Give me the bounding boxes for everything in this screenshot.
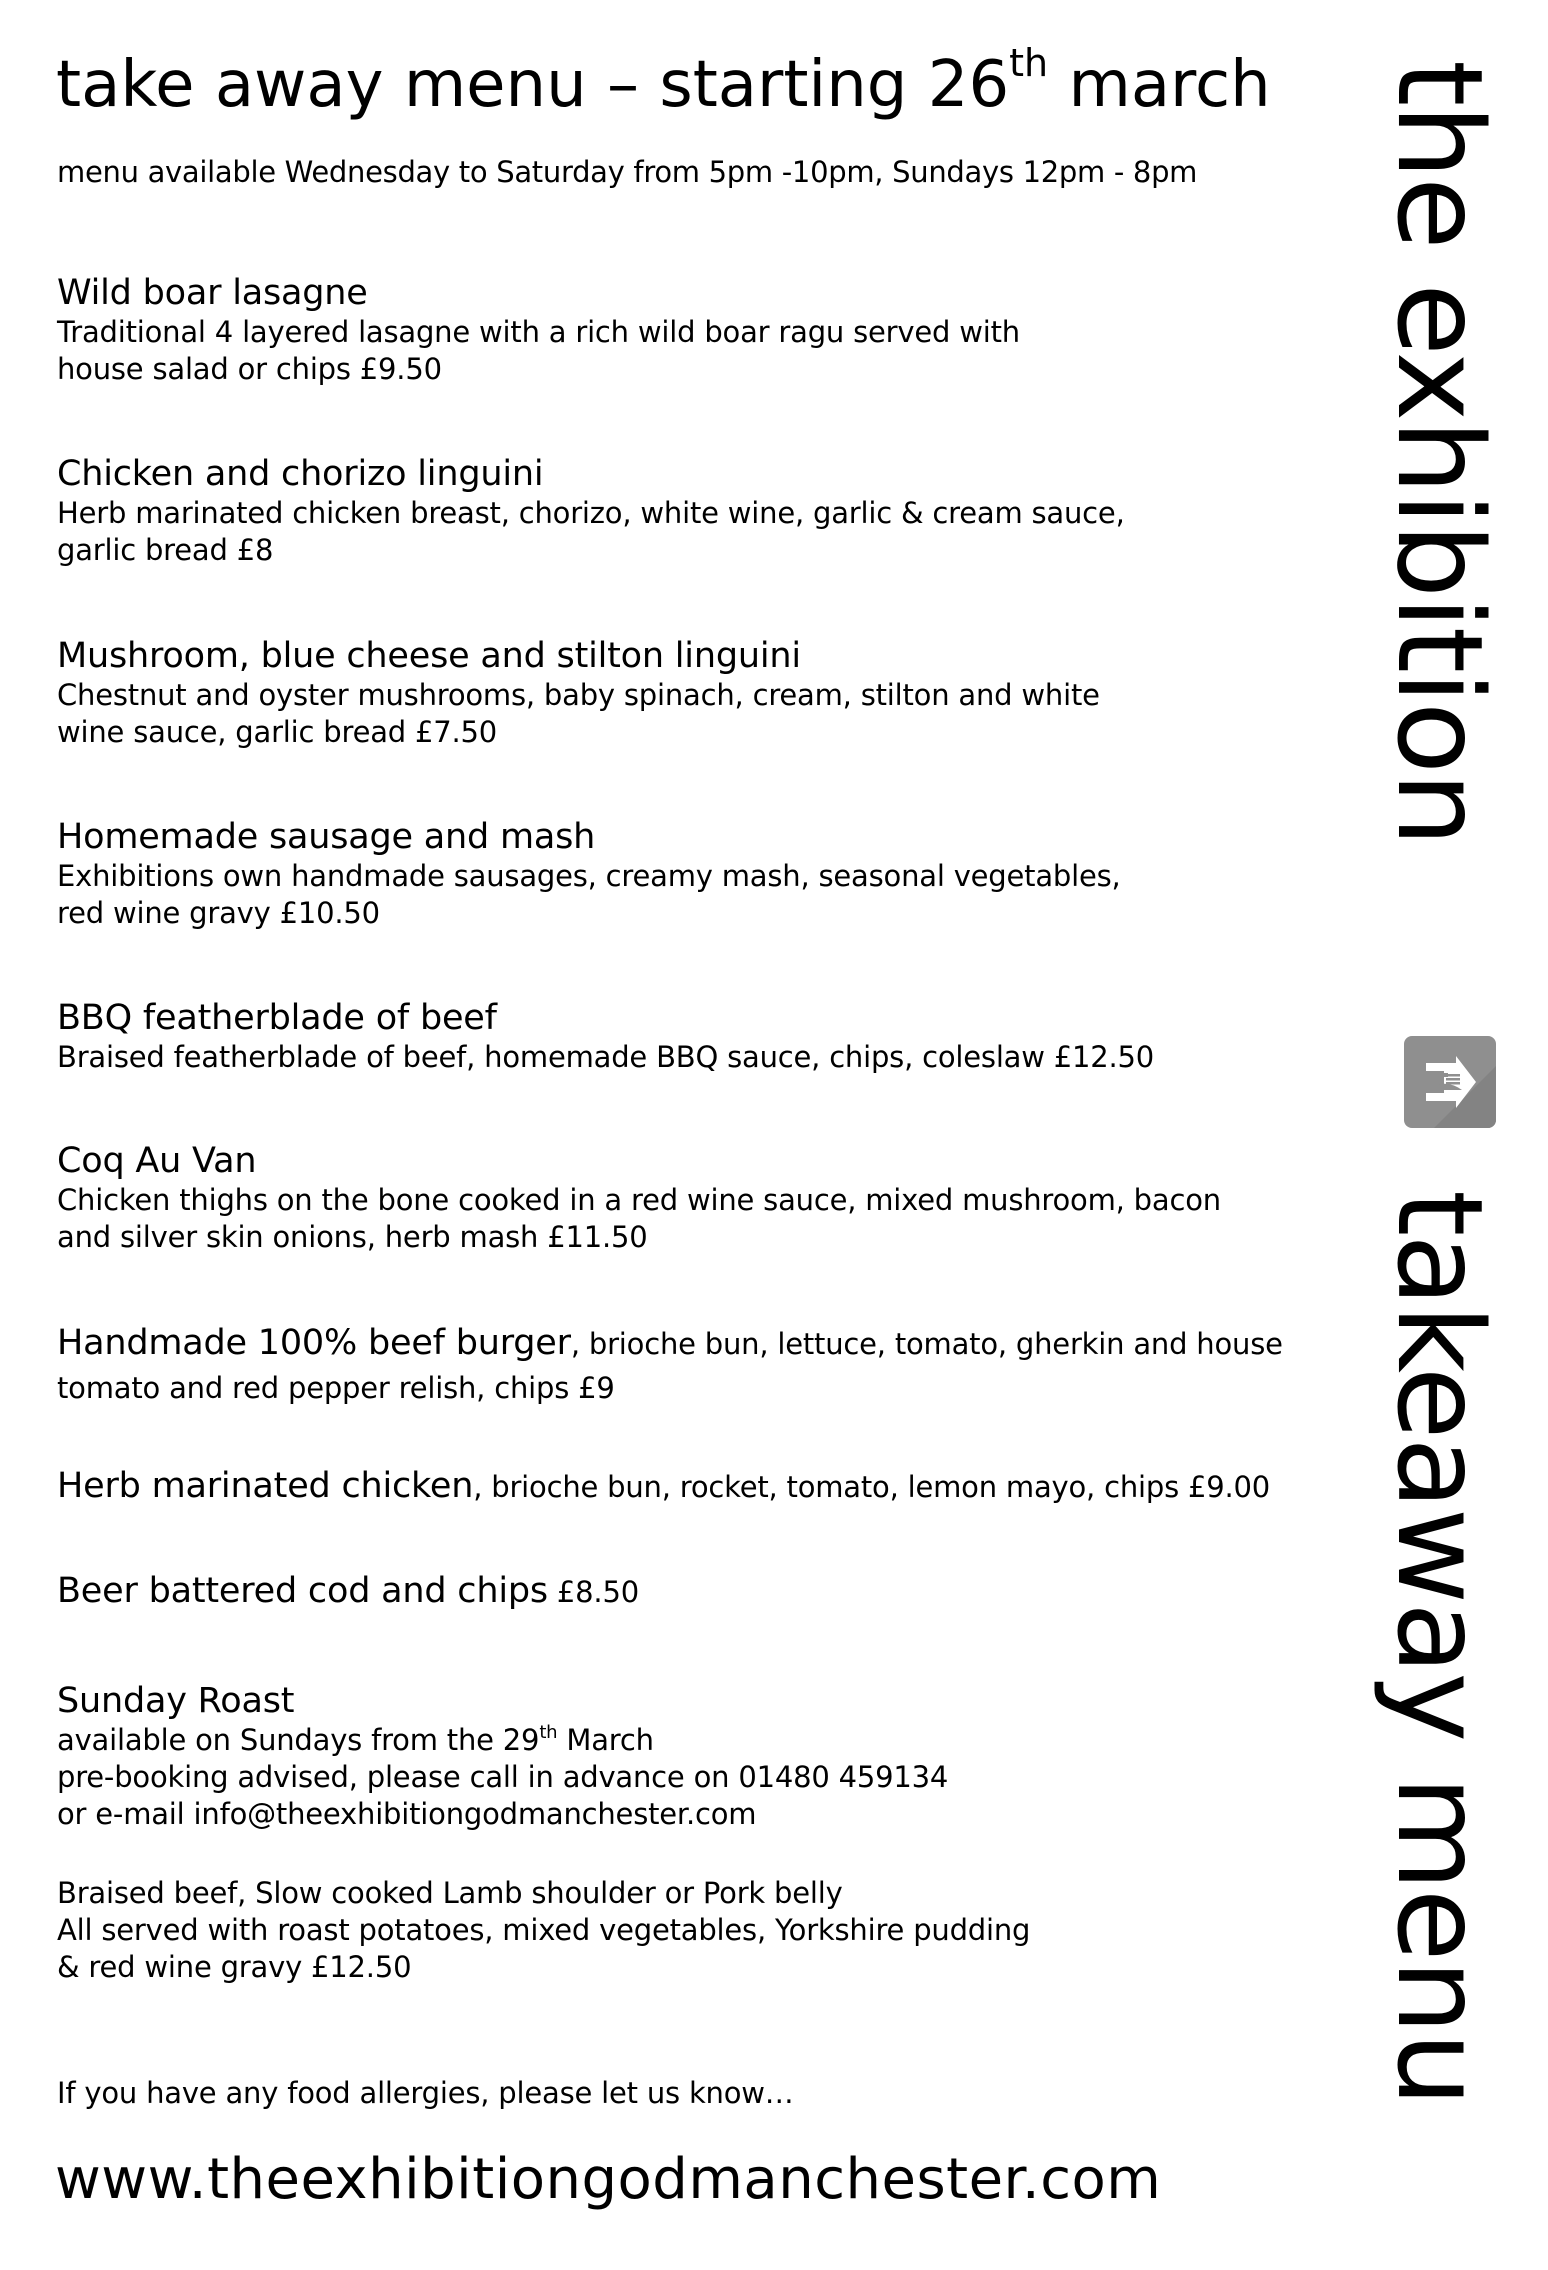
menu-item-description-line: house salad or chips £9.50 bbox=[57, 352, 442, 386]
menu-item-description-line: Exhibitions own handmade sausages, creamy mash, seasonal vegetables, bbox=[57, 859, 1121, 893]
menu-item-coq-au-van bbox=[57, 1140, 1221, 1256]
sunday-roast-meats: Braised beef, Slow cooked Lamb shoulder or Pork belly bbox=[57, 1876, 843, 1910]
menu-item-herb-chicken-burger bbox=[57, 1465, 1270, 1513]
menu-item-name: Coq Au Van bbox=[57, 1141, 257, 1181]
menu-item-sausage-and-mash bbox=[57, 816, 1121, 932]
menu-item-description-line: Chestnut and oyster mushrooms, baby spinach, cream, stilton and white bbox=[57, 678, 1100, 712]
menu-item-description-line: Traditional 4 layered lasagne with a rich wild boar ragu served with bbox=[57, 315, 1020, 349]
menu-item-description-line: and silver skin onions, herb mash £11.50 bbox=[57, 1220, 648, 1254]
sunday-roast-section bbox=[57, 1680, 948, 1833]
availability-month: March bbox=[557, 1723, 654, 1757]
menu-item-description-line: wine sauce, garlic bread £7.50 bbox=[57, 715, 498, 749]
menu-item-bbq-featherblade bbox=[57, 997, 1154, 1076]
menu-item-description-line: Chicken thighs on the bone cooked in a red wine sauce, mixed mushroom, bacon bbox=[57, 1183, 1221, 1217]
menu-item-description-line: Herb marinated chicken breast, chorizo, white wine, garlic & cream sauce, bbox=[57, 496, 1125, 530]
menu-item-name: Wild boar lasagne bbox=[57, 273, 368, 313]
menu-item-name: Handmade 100% beef burger bbox=[57, 1323, 571, 1363]
sunday-roast-sides: All served with roast potatoes, mixed vegetables, Yorkshire pudding bbox=[57, 1913, 1031, 1947]
menu-item-description-line: Braised featherblade of beef, homemade BBQ sauce, chips, coleslaw £12.50 bbox=[57, 1040, 1155, 1074]
menu-item-name: Beer battered cod and chips bbox=[57, 1571, 548, 1611]
sunday-roast-gravy-price: & red wine gravy £12.50 bbox=[57, 1950, 412, 1984]
sunday-roast-email: or e-mail info@theexhibitiongodmanchester.com bbox=[57, 1797, 757, 1831]
sunday-roast-options bbox=[57, 1875, 1030, 1986]
sunday-roast-title: Sunday Roast bbox=[57, 1681, 295, 1721]
menu-item-first-line bbox=[57, 1322, 1283, 1370]
allergy-notice: If you have any food allergies, please let us know… bbox=[57, 2076, 794, 2110]
side-banner-menu-label: takeaway menu bbox=[1371, 1190, 1509, 2105]
menu-item-description-inline: , brioche bun, lettuce, tomato, gherkin and house bbox=[570, 1327, 1283, 1361]
menu-item-wild-boar-lasagne bbox=[57, 272, 1020, 388]
menu-item-description-line: red wine gravy £10.50 bbox=[57, 896, 380, 930]
menu-item-first-line bbox=[57, 1465, 1270, 1513]
takeaway-fork-arrow-icon bbox=[1404, 1036, 1496, 1128]
availability-ordinal: th bbox=[539, 1722, 558, 1743]
menu-item-description-inline: , brioche bun, rocket, tomato, lemon mayo, chips £9.00 bbox=[473, 1470, 1271, 1504]
menu-item-name: Chicken and chorizo linguini bbox=[57, 454, 544, 494]
menu-item-description-line: garlic bread £8 bbox=[57, 533, 274, 567]
page-title bbox=[56, 40, 1271, 130]
menu-item-mushroom-linguini bbox=[57, 635, 1100, 751]
menu-item-cod-and-chips bbox=[57, 1570, 639, 1618]
title-end: march bbox=[1048, 48, 1271, 122]
title-main: take away menu – starting 26 bbox=[56, 48, 1010, 122]
menu-item-first-line bbox=[57, 1570, 639, 1618]
menu-item-name: Herb marinated chicken bbox=[57, 1466, 474, 1506]
sunday-roast-availability bbox=[57, 1722, 948, 1759]
menu-item-name: Mushroom, blue cheese and stilton linguini bbox=[57, 636, 801, 676]
side-banner-venue-name: the exhibition bbox=[1371, 60, 1509, 845]
menu-item-chicken-chorizo-linguini bbox=[57, 453, 1125, 569]
title-ordinal: th bbox=[1009, 41, 1049, 85]
menu-item-beef-burger bbox=[57, 1322, 1283, 1407]
menu-item-description-line: tomato and red pepper relish, chips £9 bbox=[57, 1371, 615, 1405]
menu-item-price: £8.50 bbox=[547, 1575, 639, 1609]
website-link[interactable]: www.theexhibitiongodmanchester.com bbox=[55, 2147, 1162, 2212]
menu-item-name: BBQ featherblade of beef bbox=[57, 998, 497, 1038]
opening-hours: menu available Wednesday to Saturday from 5pm -10pm, Sundays 12pm - 8pm bbox=[57, 155, 1198, 189]
availability-text: available on Sundays from the 29 bbox=[57, 1723, 540, 1757]
menu-item-name: Homemade sausage and mash bbox=[57, 817, 596, 857]
sunday-roast-booking: pre-booking advised, please call in advance on 01480 459134 bbox=[57, 1760, 949, 1794]
